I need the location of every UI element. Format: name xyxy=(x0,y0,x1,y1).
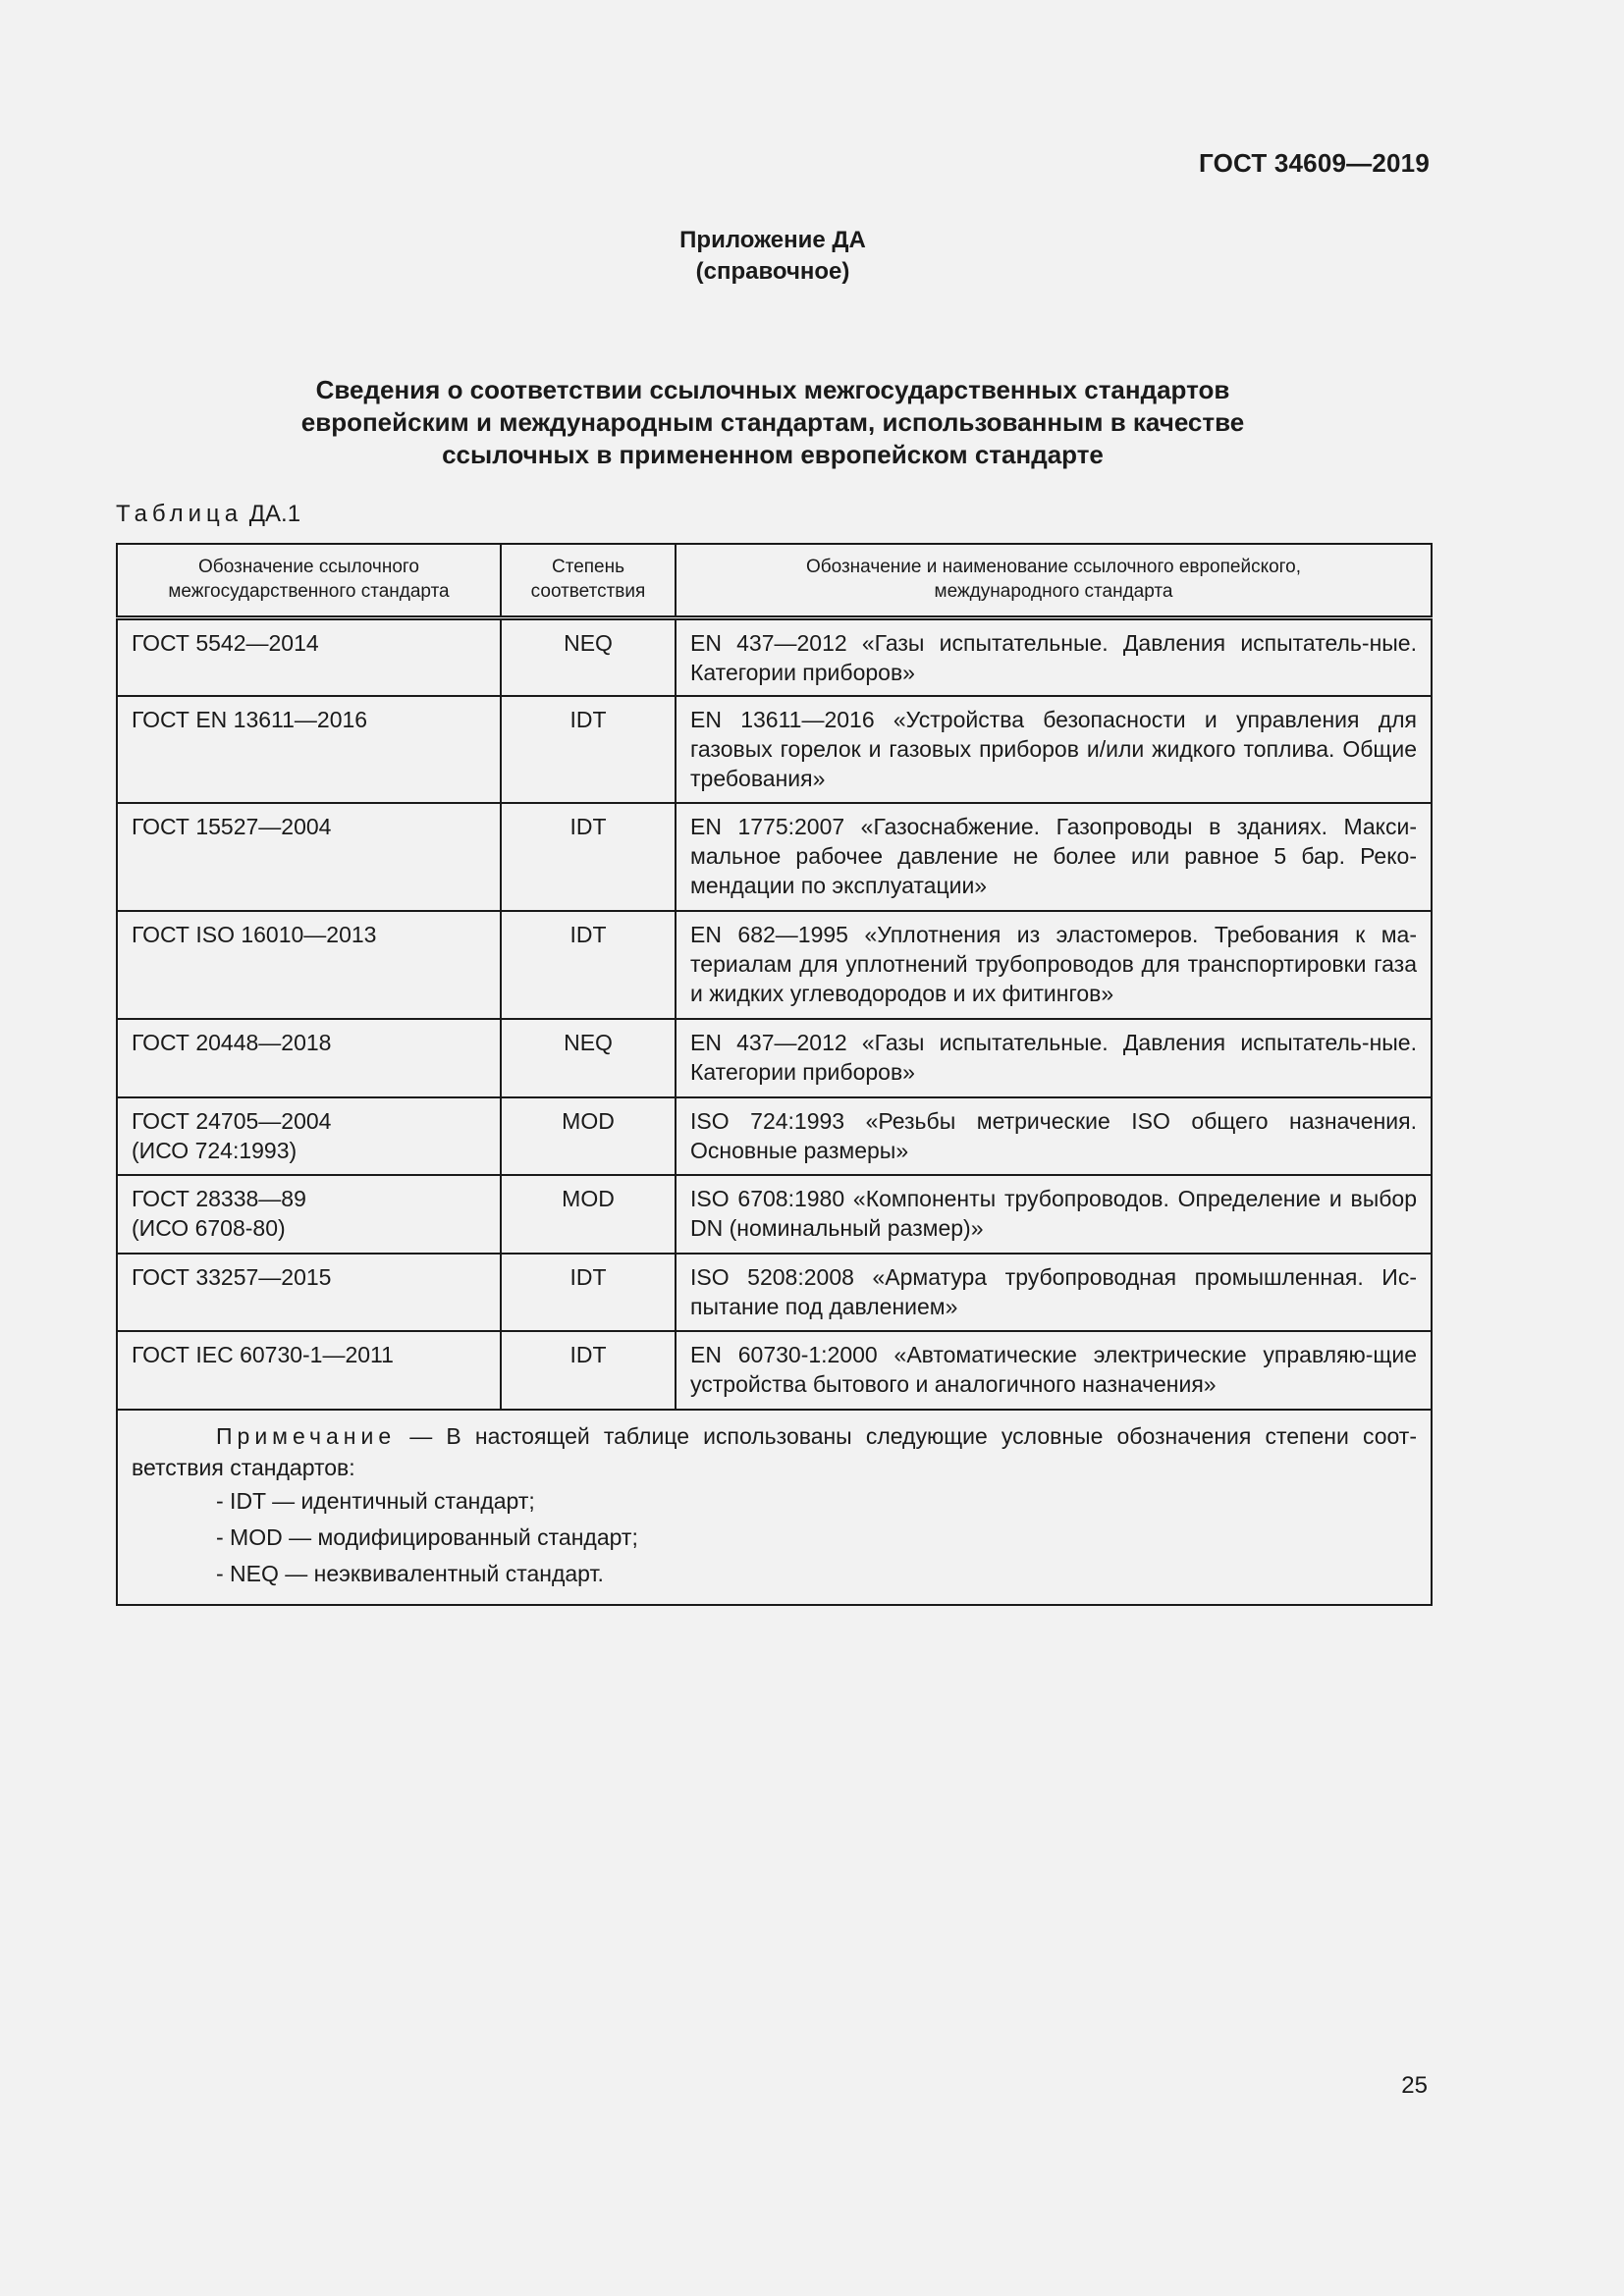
reference-cell: EN 437—2012 «Газы испытательные. Давления испытатель-ные. Категории приборов» xyxy=(676,1019,1432,1097)
degree-cell: IDT xyxy=(501,1254,676,1331)
header-line: Степень xyxy=(551,557,625,577)
standard-cell xyxy=(117,696,501,803)
reference-cell: EN 13611—2016 «Устройства безопасности и управления для газовых горелок и газовых приборов и/или жидкого топлива. Общие требования» xyxy=(676,696,1432,803)
table-row xyxy=(117,1254,1432,1331)
reference-cell: EN 682—1995 «Уплотнения из эластомеров. Требования к ма-териалам для уплотнений трубопроводов для транспортировки газа и жидких углеводородов и их фитингов» xyxy=(676,911,1432,1019)
standard-cell xyxy=(117,1097,501,1175)
appendix-subtitle: (справочное) xyxy=(695,258,850,285)
standard-line: ГОСТ 20448—2018 xyxy=(132,1030,332,1055)
appendix-title: Приложение ДА xyxy=(679,227,866,253)
standard-cell xyxy=(117,1331,501,1410)
standard-line: (ИСО 724:1993) xyxy=(132,1138,298,1163)
degree-cell: MOD xyxy=(501,1175,676,1254)
standard-cell xyxy=(117,618,501,697)
standard-line: ГОСТ 33257—2015 xyxy=(132,1264,332,1290)
note-item: - NEQ — неэквивалентный стандарт. xyxy=(216,1561,604,1586)
table-row xyxy=(117,803,1432,911)
degree-cell: NEQ xyxy=(501,1019,676,1097)
header-line: Обозначение и наименование ссылочного европейского, xyxy=(805,557,1302,577)
header-line: международного стандарта xyxy=(934,581,1173,602)
header-line: межгосударственного стандарта xyxy=(168,581,450,602)
standard-cell xyxy=(117,1254,501,1331)
table-row xyxy=(117,1175,1432,1254)
header-line: соответствия xyxy=(530,581,646,602)
page-number: 25 xyxy=(1401,2072,1428,2099)
note-text xyxy=(132,1420,1417,1483)
document-code: ГОСТ 34609—2019 xyxy=(1199,148,1430,178)
standard-line: ГОСТ 15527—2004 xyxy=(132,814,332,839)
degree-cell: IDT xyxy=(501,696,676,803)
degree-cell: IDT xyxy=(501,1331,676,1410)
note-item: - MOD — модифицированный стандарт; xyxy=(216,1524,638,1550)
reference-cell: ISO 724:1993 «Резьбы метрические ISO общего назначения. Основные размеры» xyxy=(676,1097,1432,1175)
section-title-line: европейским и международным стандартам, использованным в качестве xyxy=(300,407,1245,437)
header-line: Обозначение ссылочного xyxy=(198,557,419,577)
degree-cell: MOD xyxy=(501,1097,676,1175)
header-degree xyxy=(501,544,676,618)
section-title xyxy=(0,374,1545,471)
standard-line: ГОСТ ISO 16010—2013 xyxy=(132,922,377,947)
table-row xyxy=(117,618,1432,697)
reference-cell: EN 437—2012 «Газы испытательные. Давления испытатель-ные. Категории приборов» xyxy=(676,618,1432,697)
standard-cell xyxy=(117,803,501,911)
reference-cell: EN 1775:2007 «Газоснабжение. Газопроводы в зданиях. Макси-мальное рабочее давление не более или равное 5 бар. Реко-мендации по эксплуатации» xyxy=(676,803,1432,911)
standard-line: (ИСО 6708-80) xyxy=(132,1215,286,1241)
table-row xyxy=(117,1331,1432,1410)
degree-cell: IDT xyxy=(501,911,676,1019)
table-caption-prefix: Таблица xyxy=(116,501,244,527)
note-body: — В настоящей таблице использованы следующие условные обозначения степени соот-ветствия стандартов: xyxy=(132,1423,1417,1480)
reference-cell: ISO 6708:1980 «Компоненты трубопроводов. Определение и выбор DN (номинальный размер)» xyxy=(676,1175,1432,1254)
table-caption xyxy=(116,501,300,528)
table-row xyxy=(117,911,1432,1019)
note-label: Примечание xyxy=(216,1423,397,1449)
standard-line: ГОСТ EN 13611—2016 xyxy=(132,707,368,732)
correspondence-table xyxy=(116,543,1433,1606)
table-caption-number: ДА.1 xyxy=(248,501,301,527)
standard-line: ГОСТ 24705—2004 xyxy=(132,1108,332,1134)
standard-line: ГОСТ IEC 60730-1—2011 xyxy=(132,1342,394,1367)
note-item: - IDT — идентичный стандарт; xyxy=(216,1488,535,1514)
reference-cell: ISO 5208:2008 «Арматура трубопроводная промышленная. Ис-пытание под давлением» xyxy=(676,1254,1432,1331)
standard-cell xyxy=(117,1019,501,1097)
table-row xyxy=(117,696,1432,803)
degree-cell: NEQ xyxy=(501,618,676,697)
standard-cell xyxy=(117,911,501,1019)
standard-line: ГОСТ 28338—89 xyxy=(132,1186,306,1211)
table-header-row xyxy=(117,544,1432,618)
table-row xyxy=(117,1097,1432,1175)
section-title-line: ссылочных в примененном европейском стандарте xyxy=(442,440,1104,469)
table-note xyxy=(117,1410,1432,1605)
table-note-row xyxy=(117,1410,1432,1605)
degree-cell: IDT xyxy=(501,803,676,911)
appendix-heading xyxy=(0,225,1545,288)
header-reference xyxy=(676,544,1432,618)
table-row xyxy=(117,1019,1432,1097)
section-title-line: Сведения о соответствии ссылочных межгосударственных стандартов xyxy=(315,375,1230,404)
standard-line: ГОСТ 5542—2014 xyxy=(132,630,319,656)
reference-cell: EN 60730-1:2000 «Автоматические электрические управляю-щие устройства бытового и аналогичного назначения» xyxy=(676,1331,1432,1410)
standard-cell xyxy=(117,1175,501,1254)
header-standard xyxy=(117,544,501,618)
